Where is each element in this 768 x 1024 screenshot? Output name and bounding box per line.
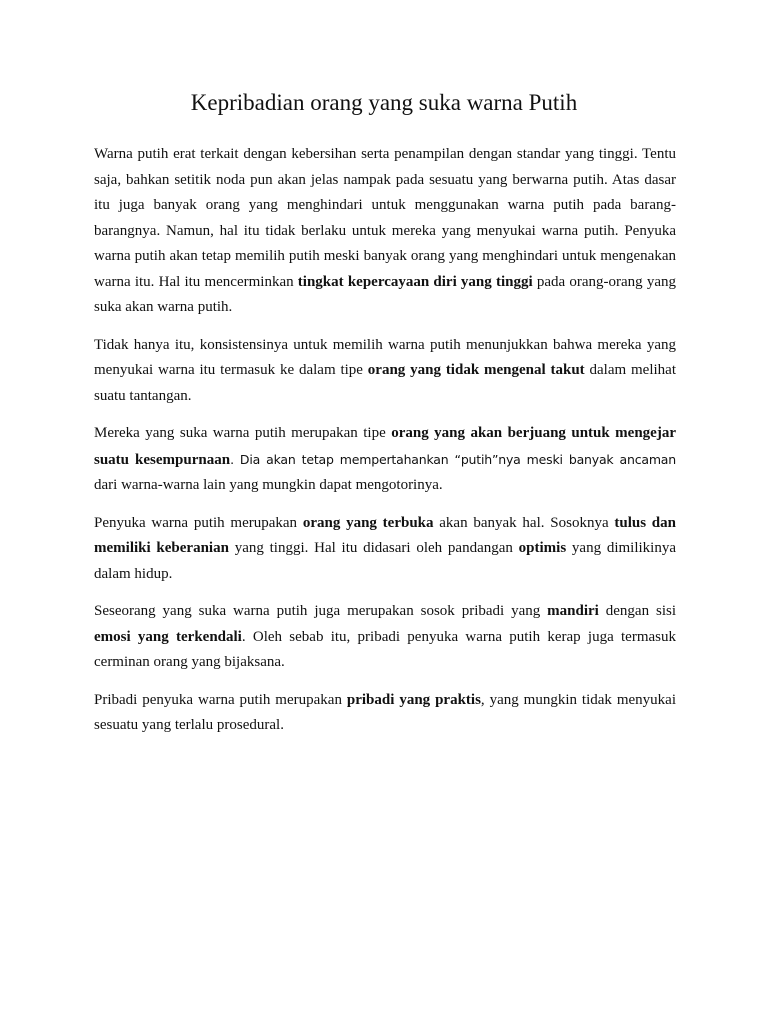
document-title: Kepribadian orang yang suka warna Putih	[190, 90, 578, 115]
paragraph-independent	[94, 599, 676, 676]
paragraph-text: Mereka yang suka warna putih merupakan tipe	[94, 425, 392, 441]
emphasis-text: optimis	[518, 540, 567, 556]
paragraph-text: yang dimilikinya dalam hidup.	[94, 540, 677, 582]
emphasis-text: orang yang terbuka	[302, 514, 434, 531]
paragraph-fearless	[94, 333, 676, 410]
paragraph-text: Warna putih erat terkait dengan kebersihan serta penampilan dengan standar yang tinggi. Tentu saja, bahkan setitik noda pun akan jelas nampak pada sesuatu yang berwarna putih. Atas dasar itu juga banyak orang yang menghindari untuk menggunakan warna putih pada barang-barangnya. Namun, hal itu tidak berlaku untuk mereka yang menyukai warna putih. Penyuka warna putih akan tetap memilih putih meski banyak orang yang menghindari untuk mengenakan warna itu. Hal itu mencerminkan	[94, 146, 676, 290]
emphasis-text: tulus dan memiliki keberanian	[94, 514, 676, 556]
paragraph-text: Tidak hanya itu, konsistensinya untuk memilih warna putih menunjukkan bahwa mereka yang menyukai warna itu termasuk ke dalam tipe	[94, 336, 676, 378]
paragraph-perfection	[94, 421, 676, 499]
emphasis-text: tingkat kepercayaan diri yang tinggi	[297, 273, 533, 290]
emphasis-text: orang yang akan berjuang untuk mengejar suatu kesempurnaan	[94, 425, 676, 468]
document-body	[94, 142, 676, 739]
paragraph-text: dari warna-warna lain yang mungkin dapat mengotorinya.	[94, 477, 443, 493]
paragraph-text: pada orang-orang yang suka akan warna putih.	[94, 273, 676, 315]
paragraph-text: Penyuka warna putih merupakan	[94, 514, 303, 531]
paragraph-text: yang tinggi. Hal itu didasari oleh pandangan	[228, 540, 519, 556]
paragraph-white-cleanliness	[94, 142, 676, 321]
emphasis-text: pribadi yang praktis	[346, 691, 481, 708]
emphasis-text: emosi yang terkendali	[94, 628, 242, 645]
paragraph-text: Seseorang yang suka warna putih juga merupakan sosok pribadi yang	[94, 603, 548, 619]
paragraph-open-minded	[94, 511, 676, 588]
paragraph-text: Pribadi penyuka warna putih merupakan	[94, 691, 347, 708]
paragraph-text: dengan sisi	[598, 603, 677, 619]
paragraph-text: . Oleh sebab itu, pribadi penyuka warna putih kerap juga termasuk cerminan orang yang bijaksana.	[94, 628, 676, 670]
paragraph-practical	[94, 688, 676, 739]
emphasis-text: orang yang tidak mengenal takut	[367, 362, 585, 378]
paragraph-text: , yang mungkin tidak menyukai sesuatu yang terlalu prosedural.	[94, 691, 676, 733]
paragraph-text-sans: . Dia akan tetap mempertahankan “putih”nya meski banyak ancaman	[230, 451, 676, 467]
paragraph-text: akan banyak hal. Sosoknya	[433, 514, 615, 531]
emphasis-text: mandiri	[547, 603, 599, 619]
paragraph-text: dalam melihat suatu tantangan.	[94, 362, 677, 404]
